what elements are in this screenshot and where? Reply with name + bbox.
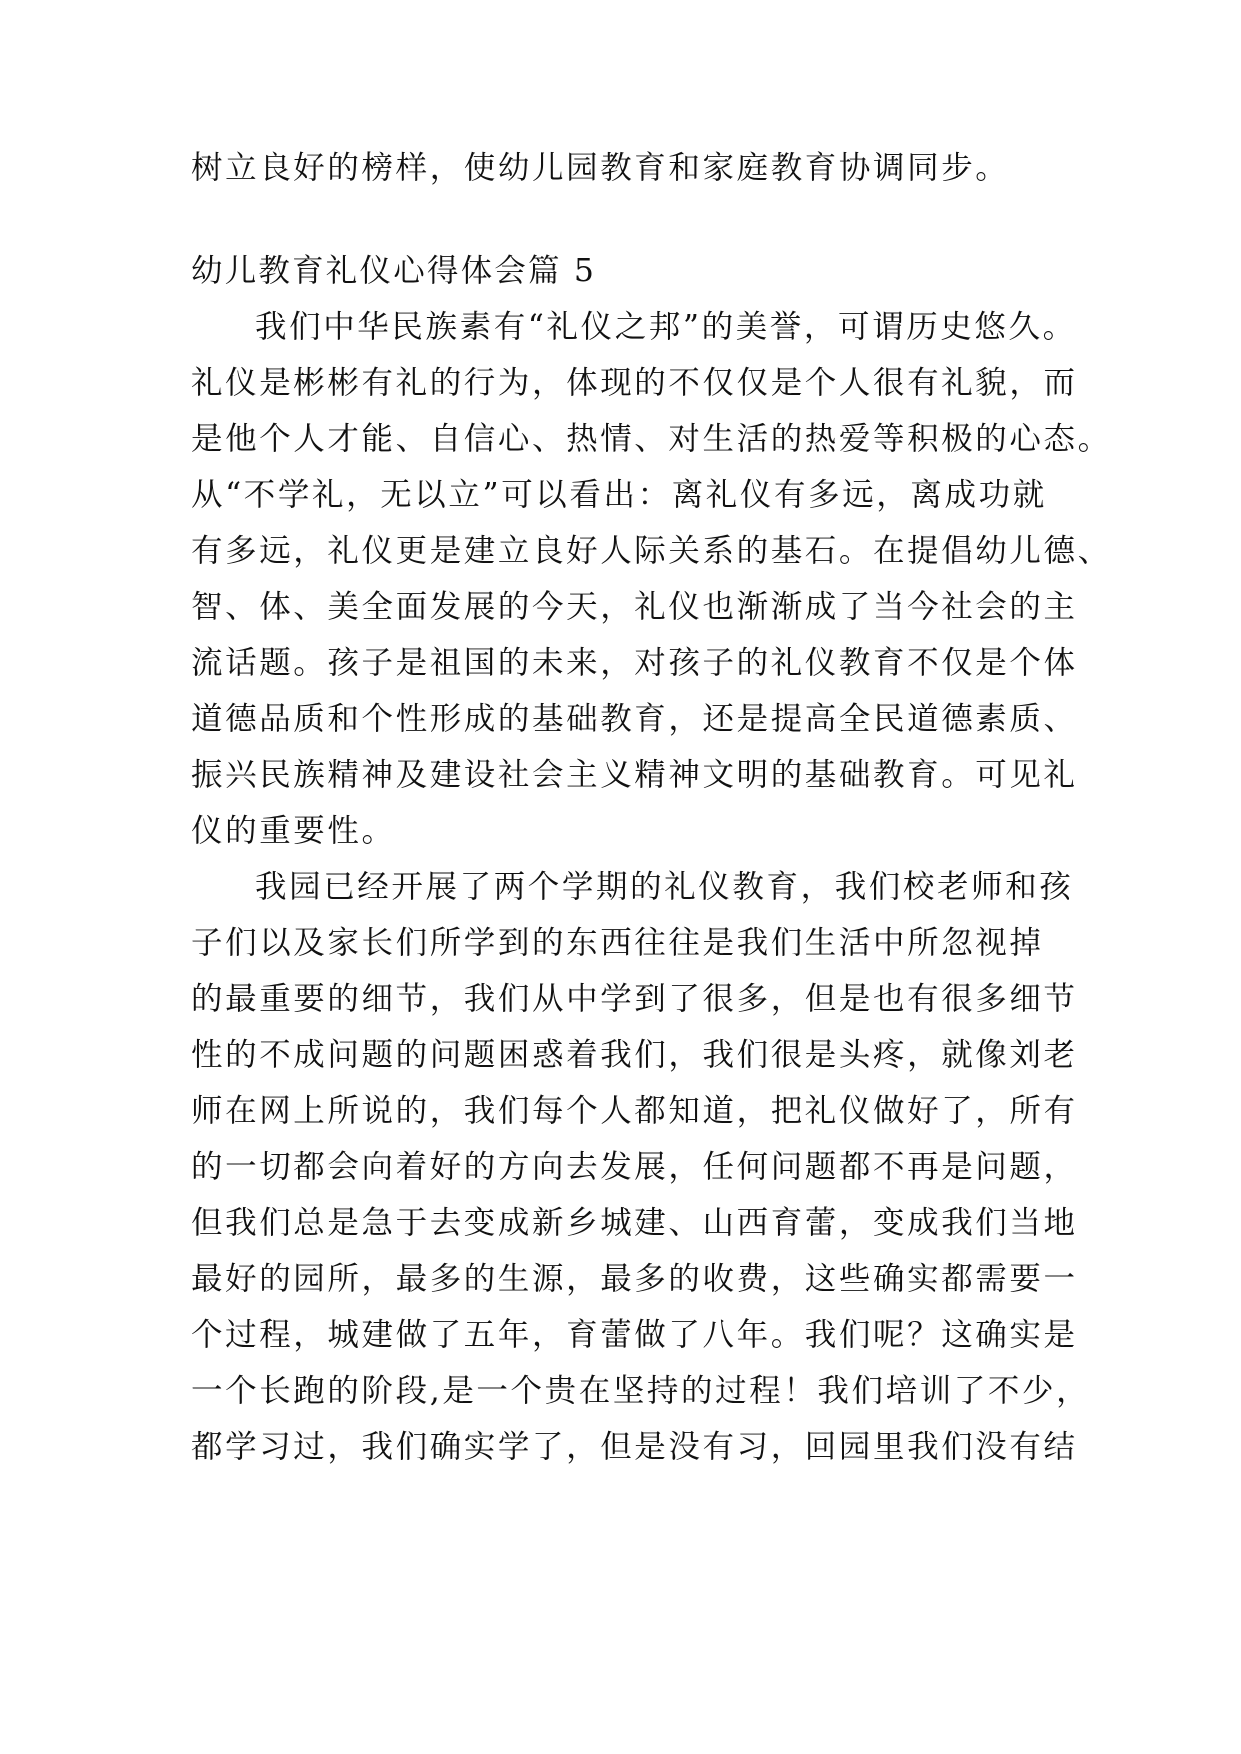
text-line: 树立良好的榜样，使幼儿园教育和家庭教育协调同步。: [191, 150, 1010, 186]
text-line: 都学习过，我们确实学了，但是没有习，回园里我们没有结: [191, 1429, 1078, 1465]
section-heading: 幼儿教育礼仪心得体会篇 5: [191, 253, 597, 289]
text-line: 但我们总是急于去变成新乡城建、山西育蕾，变成我们当地: [191, 1205, 1078, 1241]
text-line: 振兴民族精神及建设社会主义精神文明的基础教育。可见礼: [191, 757, 1078, 793]
text-line: 一个长跑的阶段,是一个贵在坚持的过程！我们培训了不少，: [191, 1373, 1091, 1409]
text-line: 礼仪是彬彬有礼的行为，体现的不仅仅是个人很有礼貌，而: [191, 365, 1078, 401]
text-line: 的最重要的细节，我们从中学到了很多，但是也有很多细节: [191, 981, 1078, 1017]
text-line: 个过程，城建做了五年，育蕾做了八年。我们呢？这确实是: [191, 1317, 1078, 1353]
text-line: 道德品质和个性形成的基础教育，还是提高全民道德素质、: [191, 701, 1078, 737]
text-line: 师在网上所说的，我们每个人都知道，把礼仪做好了，所有: [191, 1093, 1078, 1129]
text-line: 智、体、美全面发展的今天，礼仪也渐渐成了当今社会的主: [191, 589, 1078, 625]
text-line: 我园已经开展了两个学期的礼仪教育，我们校老师和孩: [255, 869, 1074, 905]
text-line: 的一切都会向着好的方向去发展，任何问题都不再是问题，: [191, 1149, 1078, 1185]
text-line: 性的不成问题的问题困惑着我们，我们很是头疼，就像刘老: [191, 1037, 1078, 1073]
text-line: 子们以及家长们所学到的东西往往是我们生活中所忽视掉: [191, 925, 1044, 961]
text-line: 有多远，礼仪更是建立良好人际关系的基石。在提倡幼儿德、: [191, 533, 1112, 569]
text-line: 最好的园所，最多的生源，最多的收费，这些确实都需要一: [191, 1261, 1078, 1297]
text-line: 流话题。孩子是祖国的未来，对孩子的礼仪教育不仅是个体: [191, 645, 1078, 681]
text-line: 我们中华民族素有“礼仪之邦”的美誉，可谓历史悠久。: [255, 309, 1077, 345]
text-line: 仪的重要性。: [191, 813, 396, 849]
text-line: 从“不学礼，无以立”可以看出：离礼仪有多远，离成功就: [191, 477, 1047, 513]
text-line: 是他个人才能、自信心、热情、对生活的热爱等积极的心态。: [191, 421, 1112, 457]
